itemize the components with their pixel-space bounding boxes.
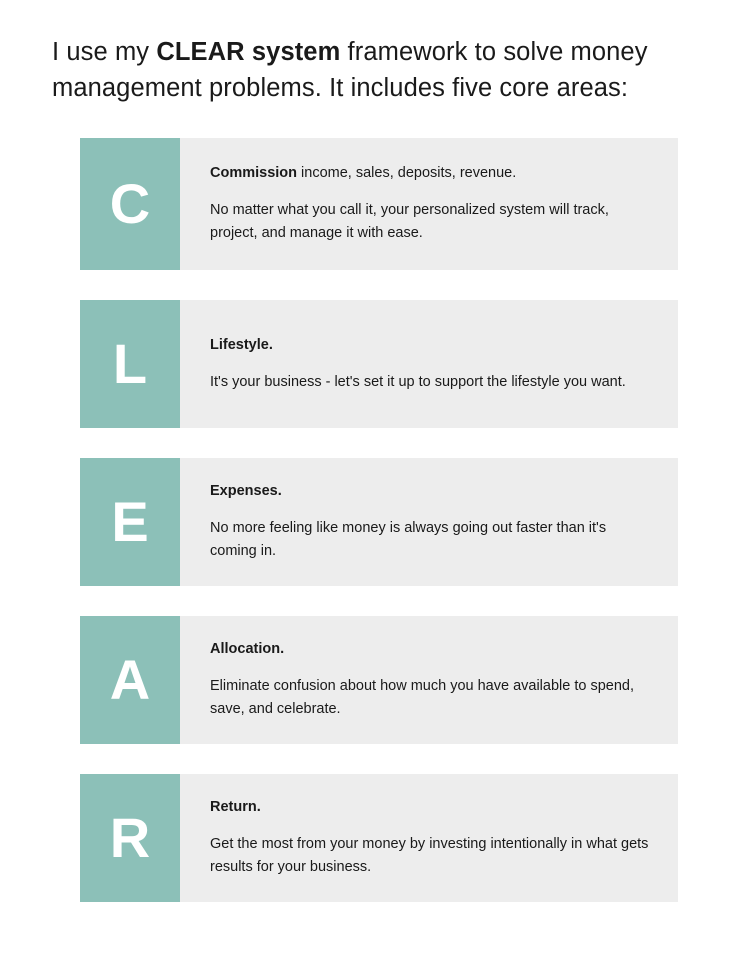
framework-row-lifestyle bbox=[80, 300, 678, 428]
framework-row-allocation bbox=[80, 616, 678, 744]
row-title-strong-lifestyle: Lifestyle. bbox=[210, 336, 273, 353]
row-title-strong-return: Return. bbox=[210, 799, 261, 816]
letter-badge-l: L bbox=[80, 300, 180, 428]
letter-badge-r: R bbox=[80, 774, 180, 902]
page-title bbox=[52, 34, 693, 106]
row-content-return bbox=[180, 774, 678, 902]
row-title-rest-commission: income, sales, deposits, revenue. bbox=[297, 165, 517, 182]
row-content-commission bbox=[180, 138, 678, 270]
headline-part-2: framework to solve money management problems. It includes five core areas: bbox=[52, 38, 648, 103]
headline-part-1: I use my bbox=[52, 38, 157, 66]
framework-row-return bbox=[80, 774, 678, 902]
row-title-return bbox=[210, 797, 652, 818]
framework-row-list bbox=[52, 138, 693, 902]
row-title-strong-allocation: Allocation. bbox=[210, 641, 285, 658]
row-description-allocation: Eliminate confusion about how much you have available to spend, save, and celebrate. bbox=[210, 678, 634, 718]
row-title-commission bbox=[210, 163, 652, 184]
framework-row-expenses bbox=[80, 458, 678, 586]
row-title-lifestyle bbox=[210, 335, 652, 356]
letter-badge-a: A bbox=[80, 616, 180, 744]
row-description-expenses: No more feeling like money is always going out faster than it's coming in. bbox=[210, 520, 607, 560]
row-content-allocation bbox=[180, 616, 678, 744]
headline-emphasis: CLEAR system bbox=[156, 38, 341, 66]
row-content-lifestyle bbox=[180, 300, 678, 428]
row-content-expenses bbox=[180, 458, 678, 586]
row-description-return: Get the most from your money by investing intentionally in what gets results for your business. bbox=[210, 836, 649, 876]
row-description-lifestyle: It's your business - let's set it up to support the lifestyle you want. bbox=[210, 373, 626, 390]
letter-badge-e: E bbox=[80, 458, 180, 586]
letter-badge-c: C bbox=[80, 138, 180, 270]
row-title-allocation bbox=[210, 639, 652, 660]
row-title-strong-expenses: Expenses. bbox=[210, 483, 282, 500]
row-description-commission: No matter what you call it, your personalized system will track, project, and manage it with ease. bbox=[210, 202, 609, 242]
row-title-expenses bbox=[210, 481, 652, 502]
row-title-strong-commission: Commission bbox=[210, 165, 298, 182]
framework-row-commission bbox=[80, 138, 678, 270]
